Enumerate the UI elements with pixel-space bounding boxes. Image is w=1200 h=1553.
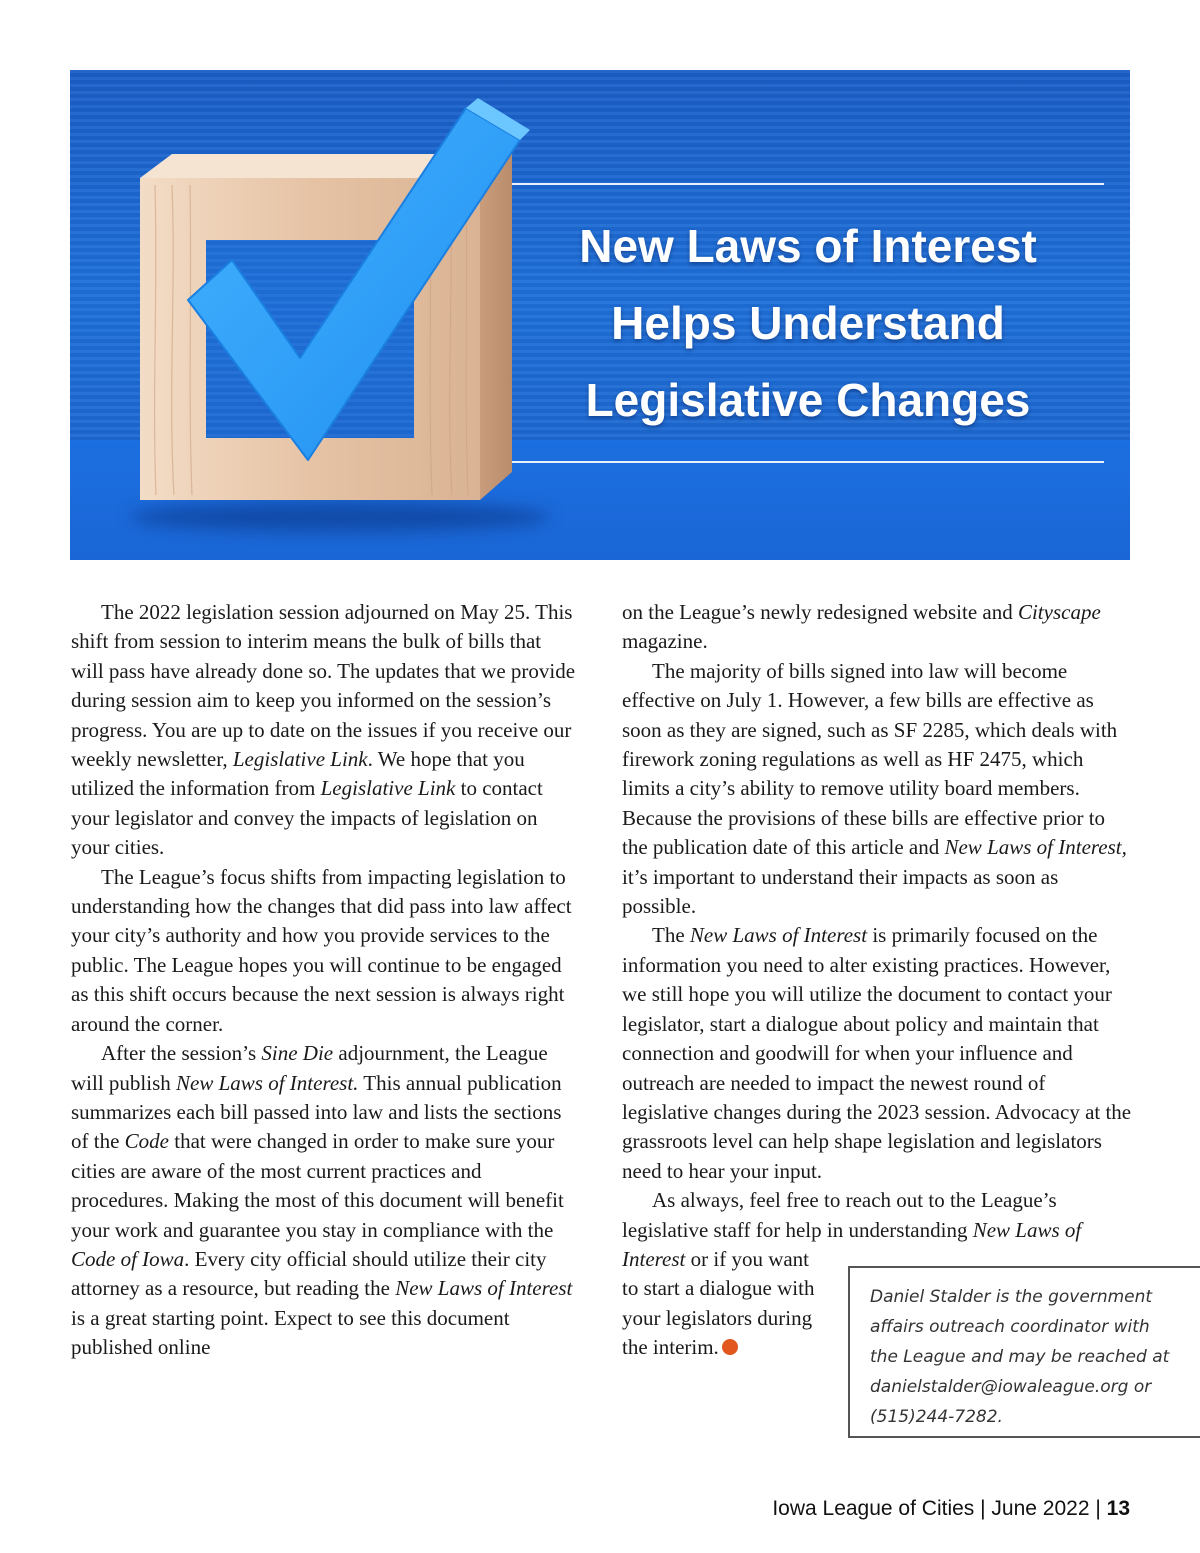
orange-dot-icon: [722, 1339, 738, 1355]
bio-line: (515)244-7282.: [870, 1407, 1003, 1427]
paragraph: The majority of bills signed into law will become effective on July 1. However, a few bills are effective as soon as they are signed, such as SF 2285, which deals with firework zoning regulations as well as HF 2475, which limits a city’s ability to remove utility board members. Because the provisions of these bills are effective prior to the publication date of this article and New Laws of Interest, it’s important to understand their impacts as soon as possible.: [622, 658, 1127, 919]
article-title: [579, 208, 1037, 439]
checkbox-with-checkmark-icon: [110, 90, 580, 550]
paragraph-continuation: on the League’s newly redesigned website and Cityscape magazine.: [622, 600, 1101, 654]
page-number: 13: [1106, 1497, 1130, 1520]
footer-publication: Iowa League of Cities | June 2022 |: [772, 1497, 1101, 1520]
closing-line: to start a dialogue with: [622, 1276, 815, 1301]
title-line: Legislative Changes: [585, 373, 1031, 426]
closing-line: As always, feel free to reach out to the League’s: [652, 1188, 1057, 1213]
title-line: Helps Understand: [611, 296, 1005, 349]
bio-line: affairs outreach coordinator with: [870, 1317, 1150, 1337]
closing-text: the interim.: [622, 1335, 719, 1360]
bio-line: the League and may be reached at: [870, 1347, 1170, 1367]
bio-line: danielstalder@iowaleague.org or: [870, 1377, 1152, 1397]
closing-line: your legislators during: [622, 1305, 813, 1330]
article-column-right: [622, 598, 1134, 1363]
paragraph: After the session’s Sine Die adjournment, the League will publish New Laws of Interest. This annual publication summarizes each bill passed into law and lists the sections of the Code that were changed in order to make sure your cities are aware of the most current practices and procedures. Making the most of this document will benefit your work and guarantee you stay in compliance with the Code of Iowa. Every city official should utilize their city attorney as a resource, but reading the New Laws of Interest is a great starting point. Expect to see this document published online: [71, 1041, 573, 1360]
article-title-block: [512, 183, 1104, 463]
author-bio-box: [848, 1266, 1200, 1438]
closing-line: legislative staff for help in understanding New Laws of: [622, 1217, 1082, 1242]
paragraph: The New Laws of Interest is primarily focused on the information you need to alter existing practices. However, we still hope you will utilize the document to contact your legislator, start a dialogue about policy and maintain that connection and goodwill for when your influence and outreach are needed to impact the newest round of legislative changes during the 2023 session. Advocacy at the grassroots level can help shape legislation and legislators need to hear your input.: [622, 923, 1132, 1183]
page-footer: [772, 1497, 1130, 1521]
bio-line: Daniel Stalder is the government: [870, 1287, 1153, 1307]
closing-line: Interest or if you want: [622, 1246, 810, 1271]
paragraph: The League’s focus shifts from impacting legislation to understanding how the changes that did pass into law affect your city’s authority and how you provide services to the public. The League hopes you will continue to be engaged as this shift occurs because the next session is always right around the corner.: [71, 864, 572, 1036]
paragraph: The 2022 legislation session adjourned on May 25. This shift from session to interim means the bulk of bills that will pass have already done so. The updates that we provide during session aim to keep you informed on the session’s progress. You are up to date on the issues if you receive our weekly newsletter, Legislative Link. We hope that you utilized the information from Legislative Link to contact your legislator and convey the impacts of legislation on your cities.: [71, 600, 576, 860]
hero-image: [70, 70, 1130, 560]
title-line: New Laws of Interest: [579, 219, 1037, 272]
article-column-left: [71, 598, 579, 1363]
